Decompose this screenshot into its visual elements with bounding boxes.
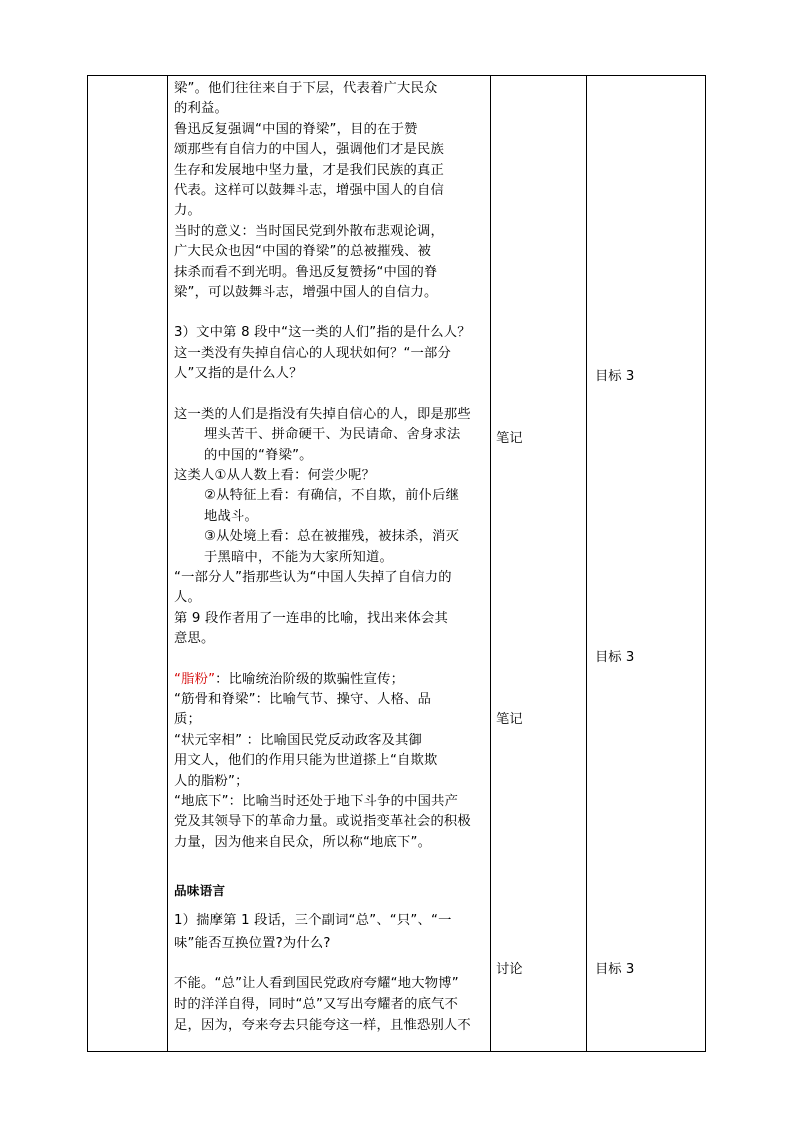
answer-line: 埋头苦干、拼命硬干、为民请命、舍身求法 (204, 427, 461, 443)
activity-label: 讨论 (496, 962, 523, 977)
answer-line: 人。 (174, 590, 201, 606)
answer-line: 党及其领导下的革命力量。或说指变革社会的积极 (174, 814, 471, 830)
answer-line: “状元宰相” ：比喻国民党反动政客及其御 (174, 732, 423, 748)
goal-label: 目标 3 (595, 369, 635, 384)
answer-line: 这一类的人们是指没有失掉自信心的人，即是那些 (174, 406, 471, 422)
answer-line: 的中国的“脊梁”。 (204, 447, 313, 463)
content-text (168, 76, 490, 1036)
question-line: 味”能否互换位置?为什么? (174, 936, 331, 952)
answer-line: 人的脂粉”； (174, 773, 249, 789)
question-line: 人”又指的是什么人？ (174, 366, 303, 382)
text-line: 梁”，可以鼓舞斗志，增强中国人的自信力。 (174, 285, 438, 301)
answer-line: “一部分人”指那些认为“中国人失掉了自信力的 (174, 569, 452, 585)
answer-line: 用文人，他们的作用只能为世道搽上“自欺欺 (174, 753, 438, 769)
text-line: 代表。这样可以鼓舞斗志，增强中国人的自信 (174, 183, 444, 199)
activity-label: 笔记 (496, 712, 523, 727)
blank-column-cell (88, 76, 168, 1052)
answer-line: 时的洋洋自得，同时“总”又写出夸耀者的底气不 (174, 997, 459, 1013)
activity-cell (491, 76, 587, 1052)
spacer (174, 385, 488, 405)
text-line: 当时的意义：当时国民党到外散布悲观论调， (174, 223, 444, 239)
section-heading: 品味语言 (174, 883, 226, 899)
answer-line: 不能。“总”让人看到国民党政府夸耀“地大物博” (174, 976, 459, 992)
answer-line: “筋骨和脊梁”：比喻气节、操守、人格、品 (174, 691, 432, 707)
text-line: 梁”。他们往往来自于下层，代表着广大民众 (174, 81, 438, 96)
answer-line: 这类人①从人数上看：何尝少呢？ (174, 467, 376, 483)
question-line: 1）揣摩第 1 段话，三个副词“总”、“只”、“一 (174, 913, 452, 929)
answer-line: 足，因为，夸来夸去只能夸这一样，且惟恐别人不 (174, 1018, 471, 1034)
activity-label: 笔记 (496, 431, 523, 446)
answer-line: 力量，因为他来自民众，所以称“地底下”。 (174, 834, 432, 850)
table-row (88, 76, 706, 1052)
answer-line: ③从处境上看：总在被摧残，被抹杀，消灭 (204, 529, 460, 545)
goal-label: 目标 3 (595, 650, 635, 665)
text-line: 广大民众也因“中国的脊梁”的总被摧残、被 (174, 244, 432, 260)
content-cell (168, 76, 491, 1052)
answer-line: “地底下”：比喻当时还处于地下斗争的中国共产 (174, 794, 459, 809)
answer-line: ②从特征上看：有确信，不自欺，前仆后继 (204, 488, 460, 504)
highlighted-term: “脂粉” (174, 671, 216, 687)
spacer (174, 853, 488, 879)
answer-line (174, 670, 488, 690)
text-line: 颂那些有自信力的中国人，强调他们才是民族 (174, 142, 444, 158)
answer-line: 地战斗。 (204, 508, 258, 524)
question-line: 意思。 (174, 631, 215, 647)
goal-cell (587, 76, 706, 1052)
goal-label: 目标 3 (595, 962, 635, 977)
answer-line: 于黑暗中，不能为大家所知道。 (204, 549, 393, 565)
spacer (174, 650, 488, 670)
text-line: 鲁迅反复强调“中国的脊梁”，目的在于赞 (174, 121, 418, 137)
text-line: 抹杀而看不到光明。鲁迅反复赞扬“中国的脊 (174, 264, 438, 280)
lesson-plan-table (87, 75, 706, 1052)
question-line: 这一类没有失掉自信心的人现状如何？“一部分 (174, 345, 452, 361)
text-line: 力。 (174, 203, 201, 219)
answer-line: 质； (174, 712, 201, 728)
spacer (174, 303, 488, 323)
question-line: 第 9 段作者用了一连串的比喻，找出来体会其 (174, 610, 448, 626)
term-explanation: ：比喻统治阶级的欺骗性宣传； (215, 671, 405, 687)
spacer (174, 955, 488, 973)
question-line: 3）文中第 8 段中“这一类的人们”指的是什么人？ (174, 325, 471, 341)
text-line: 的利益。 (174, 101, 228, 117)
text-line: 生存和发展地中坚力量，才是我们民族的真正 (174, 162, 444, 178)
